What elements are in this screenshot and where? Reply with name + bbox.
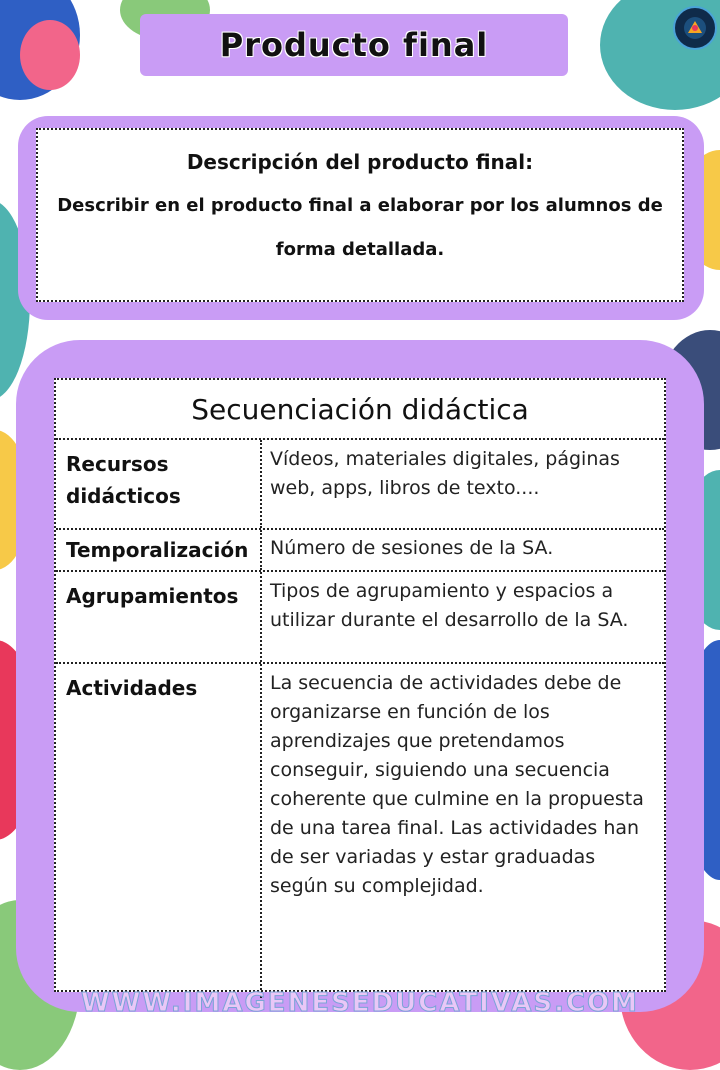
row-text: Tipos de agrupamiento y espacios a utilizar durante el desarrollo de la SA.: [270, 580, 629, 631]
watermark-text: WWW.IMAGENESEDUCATIVAS.COM: [81, 988, 639, 1018]
table-row: [56, 664, 664, 998]
row-label: Recursos didácticos: [56, 440, 262, 528]
row-text: Número de sesiones de la SA.: [270, 537, 554, 559]
description-panel: [18, 116, 704, 320]
table-row: [56, 440, 664, 530]
table-row: [56, 572, 664, 664]
row-label: Temporalización: [56, 530, 262, 570]
row-text: La secuencia de actividades debe de organizarse en función de los aprendizajes que pretendamos conseguir, siguiendo una secuencia coherente que culmine en la propuesta de una tarea final. Las actividades han de ser variadas y estar graduadas según su complejidad.: [270, 672, 644, 897]
logo-icon: [673, 6, 717, 50]
row-label: Actividades: [56, 664, 262, 998]
title-banner: [140, 14, 568, 76]
sequence-panel: [16, 340, 704, 1012]
row-label: Agrupamientos: [56, 572, 262, 662]
description-heading: Descripción del producto final:: [186, 150, 534, 174]
footer-watermark: [0, 988, 720, 1018]
table-row: [56, 530, 664, 572]
sequence-table: [54, 378, 666, 992]
row-text: Vídeos, materiales digitales, páginas web, apps, libros de texto....: [270, 448, 620, 499]
decor-blob: [20, 20, 80, 90]
page-title: Producto final: [219, 26, 489, 64]
description-box: [36, 128, 684, 302]
sequence-title: Secuenciación didáctica: [56, 380, 664, 440]
description-body: Describir en el producto final a elaborar por los alumnos de forma detallada.: [57, 195, 663, 260]
